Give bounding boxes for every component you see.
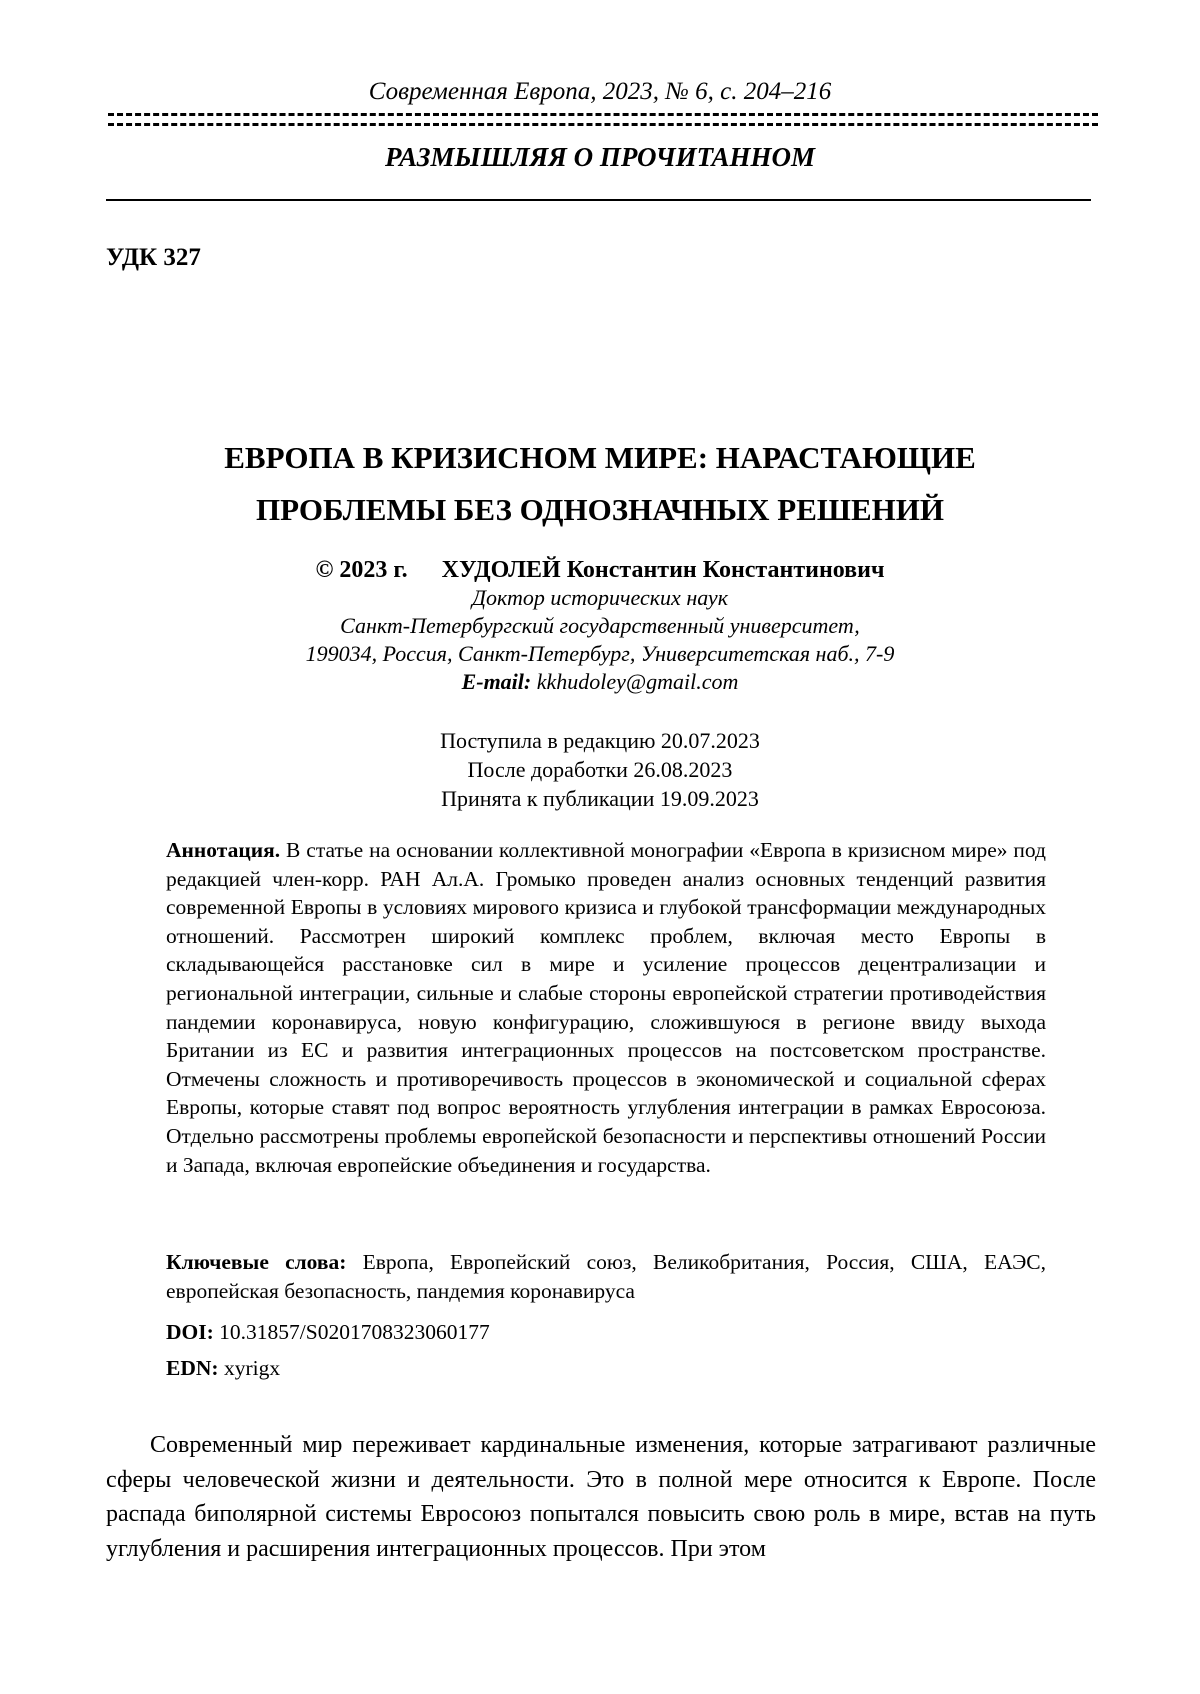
doi-label: DOI: bbox=[166, 1320, 214, 1344]
edn-value: xyrigx bbox=[223, 1356, 281, 1380]
author-line bbox=[0, 556, 1200, 584]
title-line-2: ПРОБЛЕМЫ БЕЗ ОДНОЗНАЧНЫХ РЕШЕНИЙ bbox=[256, 492, 944, 527]
author-affiliation: Санкт-Петербургский государственный университет, bbox=[340, 613, 860, 638]
header-divider-bottom bbox=[108, 123, 1098, 129]
edn bbox=[166, 1356, 280, 1381]
header-divider-top bbox=[108, 113, 1098, 119]
udk-code: УДК 327 bbox=[106, 244, 201, 271]
doi bbox=[166, 1320, 490, 1345]
section-title: РАЗМЫШЛЯЯ О ПРОЧИТАННОМ bbox=[385, 142, 815, 172]
publication-dates bbox=[0, 726, 1200, 813]
journal-reference: Современная Европа, 2023, № 6, с. 204–216 bbox=[368, 78, 832, 105]
date-revised: После доработки 26.08.2023 bbox=[467, 757, 733, 782]
email-label: E-mail: bbox=[461, 669, 532, 694]
author-email[interactable]: kkhudoley@gmail.com bbox=[536, 669, 739, 694]
keywords-label: Ключевые слова: bbox=[166, 1250, 347, 1274]
author-name: ХУДОЛЕЙ Константин Константинович bbox=[441, 557, 885, 583]
abstract-text: В статье на основании коллективной монографии «Европа в кризисном мире» под редакцией член-корр. РАН Ал.А. Громыко проведен анализ основных тенденций развития современной Европы в условиях мирового кризиса и глубокой трансформации международных отношений. Рассмотрен широкий комплекс проблем, включая место Европы в складывающейся расстановке сил в мире и усиление процессов децентрализации и региональной интеграции, сильные и слабые стороны европейской стратегии противодействия пандемии коронавируса, новую конфигурацию, сложившуюся в регионе ввиду выхода Британии из ЕС и развития интеграционных процессов на постсоветском пространстве. Отмечены сложность и противоречивость процессов в экономической и социальной сферах Европы, которые ставят под вопрос вероятность углубления интеграции в рамках Евросоюза. Отдельно рассмотрены проблемы европейской безопасности и перспективы отношений России и Запада, включая европейские объединения и государства. bbox=[166, 838, 1046, 1177]
author-email-line bbox=[0, 668, 1200, 696]
date-accepted: Принята к публикации 19.09.2023 bbox=[441, 786, 759, 811]
keywords bbox=[166, 1248, 1046, 1305]
section-rule bbox=[106, 199, 1091, 201]
doi-value[interactable]: 10.31857/S0201708323060177 bbox=[219, 1320, 490, 1344]
edn-label: EDN: bbox=[166, 1356, 219, 1380]
body-paragraph: Современный мир переживает кардинальные изменения, которые затрагивают различные сферы человеческой жизни и деятельности. Это в полной мере относится к Европе. После распада биполярной системы Евросоюз попытался повысить свою роль в мире, встав на путь углубления и расширения интеграционных процессов. При этом bbox=[106, 1432, 1096, 1562]
keywords-text: Европа, Европейский союз, Великобритания, Россия, США, ЕАЭС, европейская безопасность, пандемия коронавируса bbox=[166, 1250, 1046, 1303]
abstract bbox=[166, 836, 1046, 1179]
author-block bbox=[0, 556, 1200, 696]
abstract-label: Аннотация. bbox=[166, 838, 281, 862]
title-line-1: ЕВРОПА В КРИЗИСНОМ МИРЕ: НАРАСТАЮЩИЕ bbox=[224, 440, 976, 475]
copyright-year: © 2023 г. bbox=[315, 557, 408, 583]
article-title bbox=[0, 432, 1200, 536]
author-degree: Доктор исторических наук bbox=[471, 585, 728, 610]
author-address: 199034, Россия, Санкт-Петербург, Университетская наб., 7-9 bbox=[305, 641, 895, 666]
date-received: Поступила в редакцию 20.07.2023 bbox=[440, 728, 760, 753]
